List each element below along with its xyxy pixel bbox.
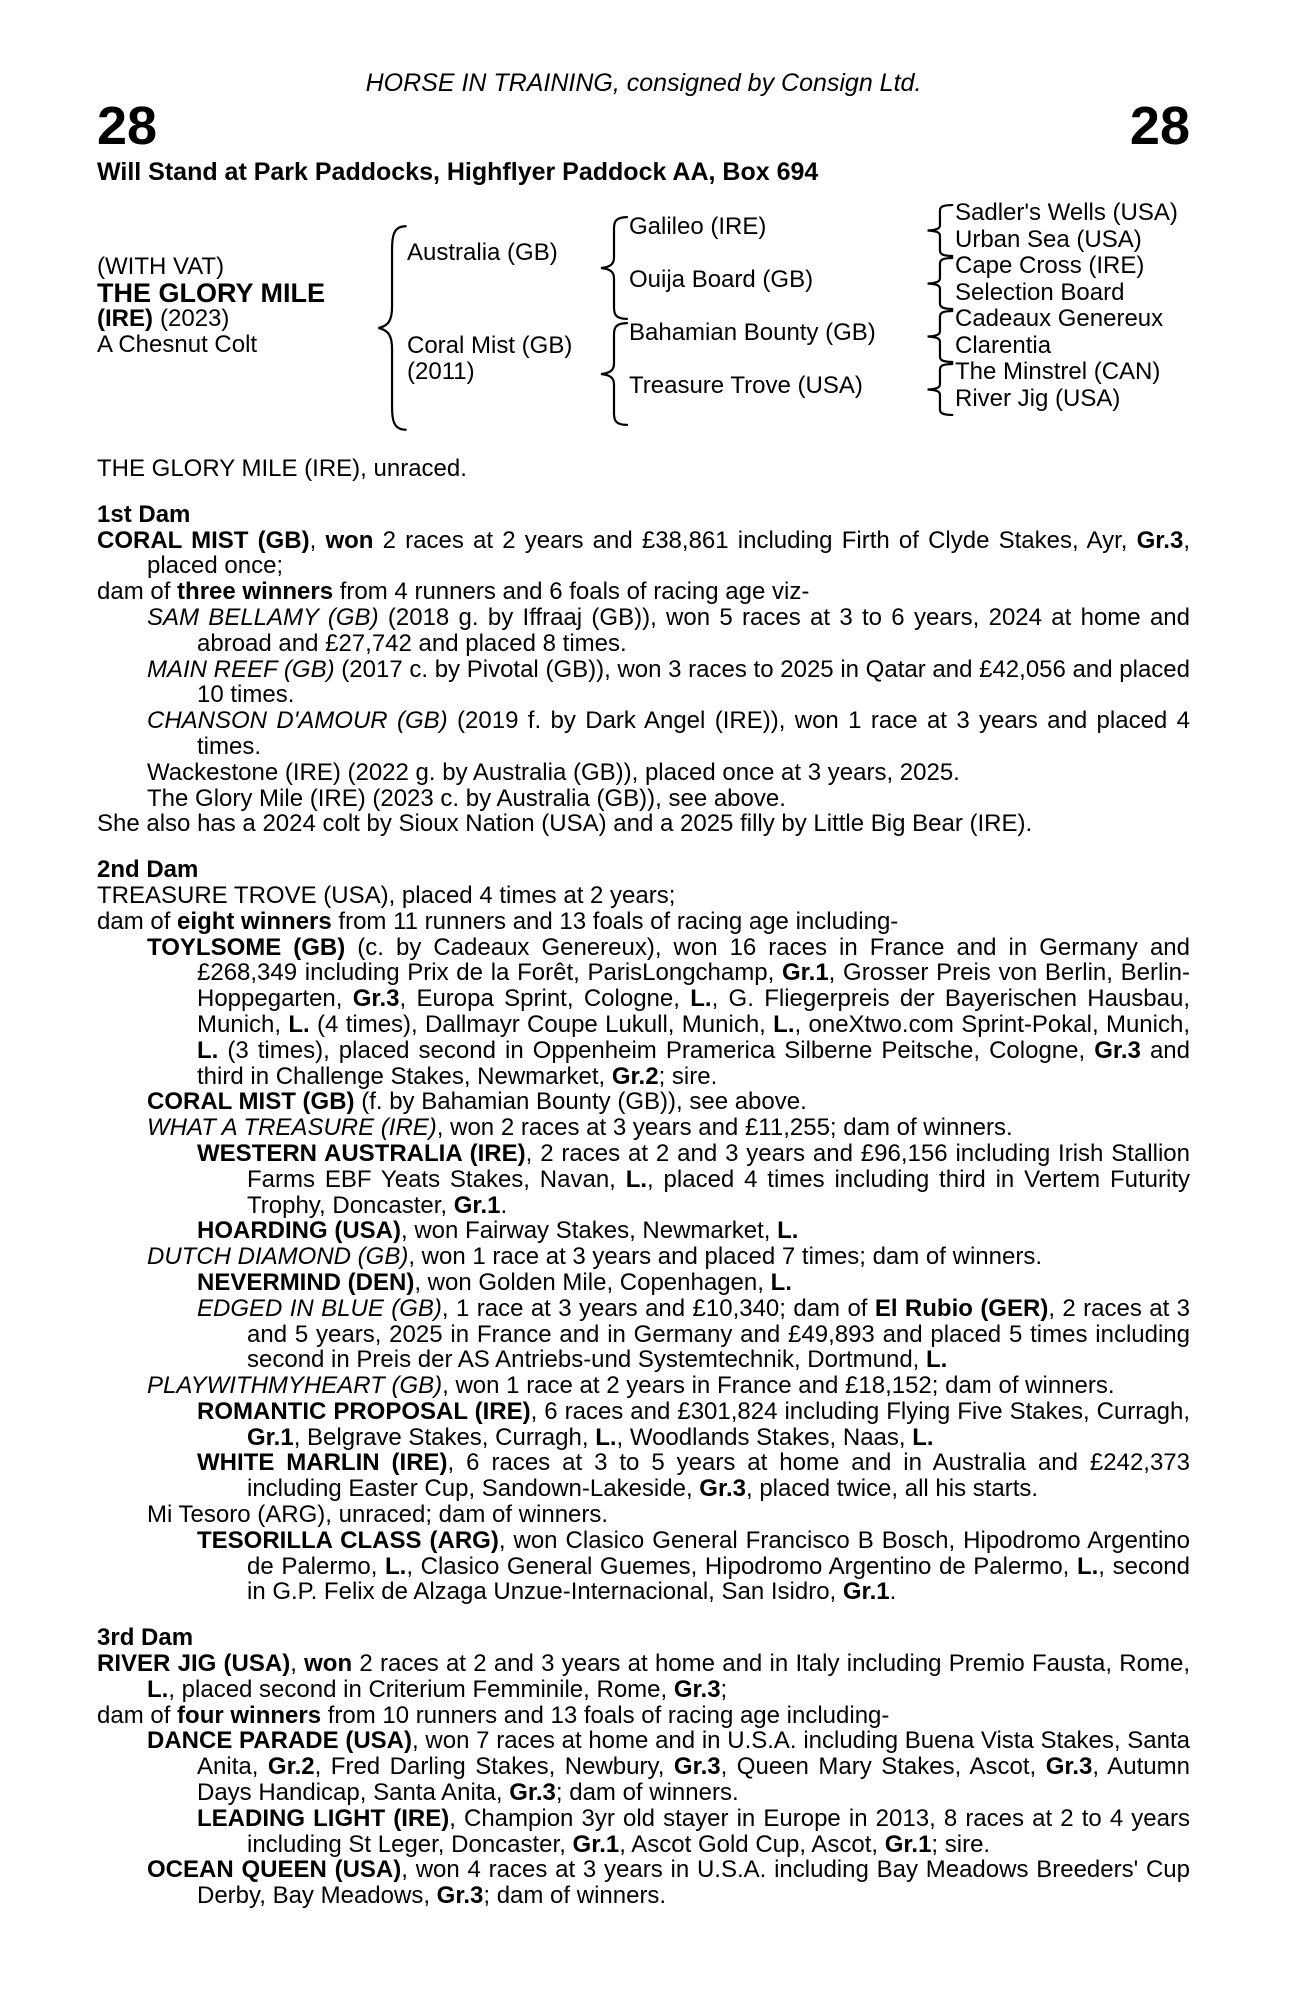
great-grandparent-name: Urban Sea (USA) bbox=[955, 225, 1142, 253]
dam-block bbox=[407, 306, 589, 412]
great-grandparent-name: Sadler's Wells (USA) bbox=[955, 199, 1178, 226]
heading-3rd-dam: 3rd Dam bbox=[97, 1624, 194, 1652]
para-coral-mist-2nd-dam: CORAL MIST (GB) (f. by Bahamian Bounty (GB)), see above. bbox=[147, 1088, 807, 1116]
great-grandparent-name: The Minstrel (CAN) bbox=[955, 358, 1161, 385]
damsire-name: Bahamian Bounty (GB) bbox=[629, 318, 876, 346]
para-dam-of-three-winners: dam of three winners from 4 runners and 6 foals of racing age viz- bbox=[97, 578, 810, 606]
consignor-line: HORSE IN TRAINING, consigned by Consign Ltd. bbox=[365, 69, 922, 97]
great-grandparent-name: Clarentia bbox=[955, 331, 1052, 359]
great-grandparent-name: River Jig (USA) bbox=[955, 384, 1121, 412]
subject-block bbox=[97, 200, 365, 412]
lot-number-row bbox=[97, 98, 1190, 156]
para-ocean-queen: OCEAN QUEEN (USA), won 4 races at 3 years in U.S.A. including Bay Meadows Breeders' Cup Derby, Bay Meadows, Gr.3; dam of winners. bbox=[147, 1856, 1191, 1910]
para-white-marlin: WHITE MARLIN (IRE), 6 races at 3 to 5 years at home and in Australia and £242,373 including Easter Cup, Sandown-Lakeside, Gr.3, placed twice, all his starts. bbox=[197, 1449, 1191, 1503]
subject-foaling-year: (2023) bbox=[160, 305, 230, 332]
para-treasure-trove: TREASURE TROVE (USA), placed 4 times at 2 years; bbox=[97, 881, 676, 909]
great-grandparent-name: Selection Board bbox=[955, 278, 1125, 306]
lot-number-left: 28 bbox=[97, 96, 158, 156]
heading-2nd-dam: 2nd Dam bbox=[97, 856, 199, 884]
para-mi-tesoro: Mi Tesoro (ARG), unraced; dam of winners. bbox=[147, 1501, 609, 1529]
para-edged-in-blue: EDGED IN BLUE (GB), 1 race at 3 years and £10,340; dam of El Rubio (GER), 2 races at 3 and 5 years, 2025 in France and in Germany and £49,893 and placed 5 times including second in Preis der AS Antriebs-und Systemtechnik, Dortmund, L. bbox=[197, 1294, 1190, 1374]
sire-name: Australia (GB) bbox=[407, 239, 558, 266]
para-toylsome: TOYLSOME (GB) (c. by Cadeaux Genereux), won 16 races in France and in Germany and £268,349 including Prix de la Forêt, ParisLongchamp, Gr.1, Grosser Preis von Berlin, Berlin-Hoppegarten, Gr.3, Europa Sprint, Cologne, L., G. Fliegerpreis der Bayerischen Hausbau, Munich, L. (4 times), Dallmayr Coupe Lukull, Munich, L., oneXtwo.com Sprint-Pokal, Munich, L. (3 times), placed second in Oppenheim Pramerica Silberne Peitsche, Cologne, Gr.3 and third in Challenge Stakes, Newmarket, Gr.2; sire. bbox=[147, 933, 1191, 1090]
dam-foaling-year: (2011) bbox=[407, 358, 475, 385]
great-grandparent-name: Cadeaux Genereux bbox=[955, 305, 1164, 332]
para-river-jig: RIVER JIG (USA), won 2 races at 2 and 3 years at home and in Italy including Premio Fausta, Rome, L., placed second in Criterium Femminile, Rome, Gr.3; bbox=[97, 1650, 1190, 1703]
para-coral-mist-1st-dam: CORAL MIST (GB), won 2 races at 2 years and £38,861 including Firth of Clyde Stakes, Ayr, Gr.3, placed once; bbox=[97, 526, 1190, 580]
grandsire-name: Galileo (IRE) bbox=[629, 212, 767, 240]
para-tesorilla-class: TESORILLA CLASS (ARG), won Clasico General Francisco B Bosch, Hipodromo Argentino de Palermo, L., Clasico General Guemes, Hipodromo Argentino de Palermo, L., second in G.P. Felix de Alzaga Unzue-Internacional, San Isidro, Gr.1. bbox=[197, 1526, 1190, 1606]
second-dam-name: Treasure Trove (USA) bbox=[629, 371, 863, 399]
para-western-australia: WESTERN AUSTRALIA (IRE), 2 races at 2 and 3 years and £96,156 including Irish Stallion Farms EBF Yeats Stakes, Navan, L., placed 4 times including third in Vertem Futurity Trophy, Doncaster, Gr.1. bbox=[197, 1139, 1190, 1219]
para-wackestone: Wackestone (IRE) (2022 g. by Australia (GB)), placed once at 3 years, 2025. bbox=[147, 758, 960, 786]
subject-suffix-year bbox=[97, 306, 365, 332]
para-romantic-proposal: ROMANTIC PROPOSAL (IRE), 6 races and £301,824 including Flying Five Stakes, Curragh, Gr.1, Belgrave Stakes, Curragh, L., Woodlands Stakes, Naas, L. bbox=[197, 1397, 1190, 1451]
para-unraced: THE GLORY MILE (IRE), unraced. bbox=[97, 455, 467, 482]
pedigree-details bbox=[97, 456, 1190, 1909]
vat-note: (WITH VAT) bbox=[97, 253, 225, 280]
para-dam-of-eight-winners: dam of eight winners from 11 runners and 13 foals of racing age including- bbox=[97, 907, 899, 935]
para-leading-light: LEADING LIGHT (IRE), Champion 3yr old stayer in Europe in 2013, 8 races at 2 to 4 years including St Leger, Doncaster, Gr.1, Ascot Gold Cup, Ascot, Gr.1; sire. bbox=[197, 1804, 1190, 1858]
subject-description: A Chesnut Colt bbox=[97, 331, 258, 358]
stand-location-line: Will Stand at Park Paddocks, Highflyer Paddock AA, Box 694 bbox=[97, 158, 819, 186]
heading-1st-dam: 1st Dam bbox=[97, 500, 191, 528]
subject-horse-name: THE GLORY MILE bbox=[97, 278, 326, 308]
lot-number-right: 28 bbox=[1129, 96, 1190, 156]
granddam-name: Ouija Board (GB) bbox=[629, 265, 814, 293]
pedigree-table bbox=[97, 200, 1190, 412]
para-dam-of-four-winners: dam of four winners from 10 runners and 13 foals of racing age including- bbox=[97, 1701, 890, 1729]
dam-name: Coral Mist (GB) bbox=[407, 332, 573, 359]
para-nevermind: NEVERMIND (DEN), won Golden Mile, Copenhagen, L. bbox=[197, 1268, 792, 1296]
para-what-a-treasure: WHAT A TREASURE (IRE), won 2 races at 3 years and £11,255; dam of winners. bbox=[147, 1114, 1013, 1142]
para-playwithmyheart: PLAYWITHMYHEART (GB), won 1 race at 2 years in France and £18,152; dam of winners. bbox=[147, 1372, 1115, 1400]
para-dutch-diamond: DUTCH DIAMOND (GB), won 1 race at 3 years and placed 7 times; dam of winners. bbox=[147, 1243, 1042, 1271]
para-main-reef: MAIN REEF (GB) (2017 c. by Pivotal (GB)), won 3 races to 2025 in Qatar and £42,056 and placed 10 times. bbox=[147, 655, 1190, 709]
subject-country-suffix: (IRE) bbox=[97, 305, 153, 332]
great-grandparent-name: Cape Cross (IRE) bbox=[955, 252, 1145, 279]
para-hoarding: HOARDING (USA), won Fairway Stakes, Newmarket, L. bbox=[197, 1217, 799, 1245]
para-dance-parade: DANCE PARADE (USA), won 7 races at home and in U.S.A. including Buena Vista Stakes, Santa Anita, Gr.2, Fred Darling Stakes, Newbury, Gr.3, Queen Mary Stakes, Ascot, Gr.3, Autumn Days Handicap, Santa Anita, Gr.3; dam of winners. bbox=[147, 1727, 1191, 1807]
para-the-glory-mile: The Glory Mile (IRE) (2023 c. by Australia (GB)), see above. bbox=[147, 784, 786, 812]
para-she-also-has: She also has a 2024 colt by Sioux Nation (USA) and a 2025 filly by Little Big Bear (IRE). bbox=[97, 810, 1033, 838]
para-sam-bellamy: SAM BELLAMY (GB) (2018 g. by Iffraaj (GB)), won 5 races at 3 to 6 years, 2024 at home and abroad and £27,742 and placed 8 times. bbox=[147, 603, 1190, 657]
para-chanson-damour: CHANSON D'AMOUR (GB) (2019 f. by Dark Angel (IRE)), won 1 race at 3 years and placed 4 times. bbox=[147, 707, 1190, 760]
